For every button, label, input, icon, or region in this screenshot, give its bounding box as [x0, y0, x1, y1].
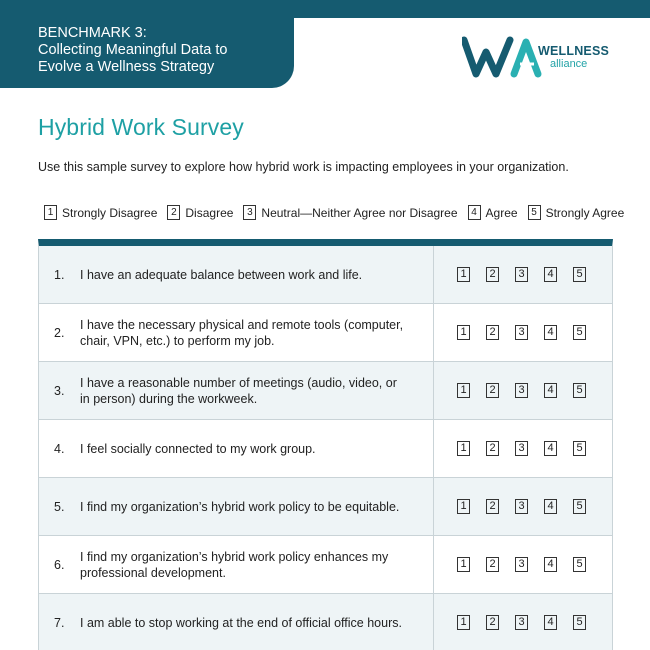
- survey-row: [39, 594, 612, 650]
- wellness-alliance-logo: [462, 36, 622, 80]
- survey-table: [38, 239, 613, 650]
- question-number: 6.: [54, 557, 65, 572]
- rating-option-4[interactable]: 4: [544, 325, 557, 340]
- rating-option-2[interactable]: 2: [486, 499, 499, 514]
- rating-option-2[interactable]: 2: [486, 325, 499, 340]
- header-line-1: BENCHMARK 3:: [38, 25, 147, 41]
- question-text: I feel socially connected to my work group.: [80, 441, 316, 456]
- logo-wordmark-alliance: alliance: [550, 58, 588, 70]
- question-number: 7.: [54, 615, 65, 630]
- rating-option-5[interactable]: 5: [573, 267, 586, 282]
- page-title: Hybrid Work Survey: [38, 114, 244, 140]
- rating-option-1[interactable]: 1: [457, 325, 470, 340]
- rating-option-2[interactable]: 2: [486, 615, 499, 630]
- header-line-3: Evolve a Wellness Strategy: [38, 59, 215, 75]
- rating-legend: [44, 205, 624, 220]
- question-text: I find my organization’s hybrid work policy enhances my professional development.: [80, 549, 389, 580]
- rating-option-4[interactable]: 4: [544, 267, 557, 282]
- benchmark-header: [0, 0, 294, 88]
- logo-wordmark-wellness: WELLNESS: [538, 44, 610, 58]
- rating-option-3[interactable]: 3: [515, 557, 528, 572]
- rating-option-3[interactable]: 3: [515, 383, 528, 398]
- legend-number-box: 3: [243, 205, 256, 220]
- question-number: 3.: [54, 383, 65, 398]
- survey-row: [39, 478, 612, 536]
- rating-options: [433, 420, 613, 477]
- question-number: 5.: [54, 499, 65, 514]
- question-text: I am able to stop working at the end of official office hours.: [80, 615, 402, 630]
- header-line-2: Collecting Meaningful Data to: [38, 42, 228, 58]
- survey-row: [39, 304, 612, 362]
- legend-item: [44, 205, 157, 220]
- legend-number-box: 4: [468, 205, 481, 220]
- rating-options: [433, 478, 613, 535]
- rating-options: [433, 362, 613, 419]
- legend-label: Disagree: [185, 205, 234, 220]
- question-text: I find my organization’s hybrid work policy to be equitable.: [80, 499, 400, 514]
- legend-number-box: 1: [44, 205, 57, 220]
- rating-option-3[interactable]: 3: [515, 267, 528, 282]
- rating-option-3[interactable]: 3: [515, 499, 528, 514]
- rating-option-3[interactable]: 3: [515, 441, 528, 456]
- survey-row: [39, 536, 612, 594]
- rating-option-4[interactable]: 4: [544, 383, 557, 398]
- legend-label: Strongly Agree: [545, 205, 625, 220]
- rating-option-5[interactable]: 5: [573, 325, 586, 340]
- survey-row: [39, 420, 612, 478]
- rating-option-2[interactable]: 2: [486, 557, 499, 572]
- question-text: I have an adequate balance between work and life.: [80, 267, 363, 282]
- rating-option-2[interactable]: 2: [486, 441, 499, 456]
- rating-option-4[interactable]: 4: [544, 557, 557, 572]
- rating-options: [433, 536, 613, 593]
- rating-option-5[interactable]: 5: [573, 557, 586, 572]
- rating-options: [433, 246, 613, 303]
- question-number: 1.: [54, 267, 65, 282]
- rating-option-1[interactable]: 1: [457, 383, 470, 398]
- legend-number-box: 5: [528, 205, 541, 220]
- legend-item: [243, 205, 457, 220]
- survey-row: [39, 362, 612, 420]
- rating-option-1[interactable]: 1: [457, 267, 470, 282]
- rating-option-5[interactable]: 5: [573, 383, 586, 398]
- rating-option-2[interactable]: 2: [486, 383, 499, 398]
- rating-option-1[interactable]: 1: [457, 441, 470, 456]
- legend-item: [468, 205, 518, 220]
- rating-option-3[interactable]: 3: [515, 615, 528, 630]
- rating-option-4[interactable]: 4: [544, 441, 557, 456]
- question-number: 4.: [54, 441, 65, 456]
- rating-options: [433, 594, 613, 650]
- question-text: I have the necessary physical and remote tools (computer, chair, VPN, etc.) to perform my job.: [80, 317, 404, 348]
- rating-option-5[interactable]: 5: [573, 615, 586, 630]
- rating-option-4[interactable]: 4: [544, 499, 557, 514]
- question-number: 2.: [54, 325, 65, 340]
- legend-label: Strongly Disagree: [62, 205, 158, 220]
- legend-item: [528, 205, 625, 220]
- survey-row: [39, 246, 612, 304]
- intro-text: Use this sample survey to explore how hybrid work is impacting employees in your organization.: [38, 160, 569, 174]
- rating-option-1[interactable]: 1: [457, 615, 470, 630]
- legend-label: Neutral—Neither Agree nor Disagree: [261, 205, 458, 220]
- question-text: I have a reasonable number of meetings (audio, video, or in person) during the workweek.: [80, 375, 397, 406]
- rating-option-2[interactable]: 2: [486, 267, 499, 282]
- rating-options: [433, 304, 613, 361]
- legend-item: [167, 205, 233, 220]
- rating-option-5[interactable]: 5: [573, 499, 586, 514]
- rating-option-1[interactable]: 1: [457, 499, 470, 514]
- rating-option-1[interactable]: 1: [457, 557, 470, 572]
- legend-number-box: 2: [167, 205, 180, 220]
- rating-option-5[interactable]: 5: [573, 441, 586, 456]
- legend-label: Agree: [485, 205, 518, 220]
- rating-option-3[interactable]: 3: [515, 325, 528, 340]
- rating-option-4[interactable]: 4: [544, 615, 557, 630]
